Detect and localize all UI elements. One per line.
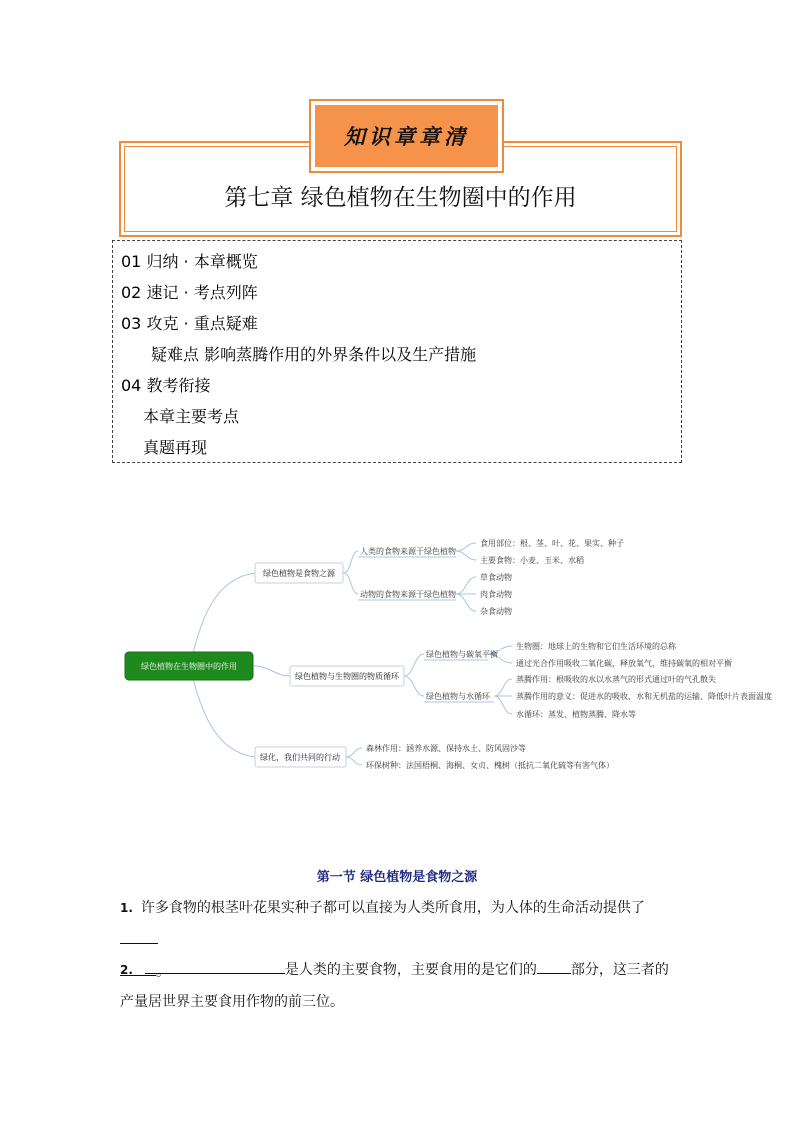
mind-map-leaf: 环保树种：法国梧桐、海桐、女贞、槐树（抵抗二氧化硫等有害气体） (366, 761, 614, 770)
mind-map-leaf: 食用部位：根、茎、叶、花、果实、种子 (480, 539, 624, 548)
toc-item[interactable]: 03 攻克 · 重点疑难 (121, 314, 258, 333)
mind-map-leaf: 杂食动物 (480, 607, 512, 616)
question-text: 。 (156, 964, 170, 980)
question-text: 许多食物的根茎叶花果实种子都可以直接为人类所食用，为人体的生命活动提供了 (140, 900, 645, 916)
mind-map-leaf: 森林作用：涵养水源、保持水土、防风固沙等 (366, 744, 526, 753)
mind-map-branch-label: 绿化，我们共同的行动 (260, 753, 340, 762)
toc-item[interactable]: 01 归纳 · 本章概览 (121, 252, 258, 271)
toc-subitem[interactable]: 本章主要考点 (143, 407, 240, 426)
toc-item[interactable]: 02 速记 · 考点列阵 (121, 283, 258, 302)
mind-map-leaf: 蒸腾作用：根吸收的水以水蒸气的形式通过叶的气孔散失 (516, 675, 716, 684)
section-badge-text: 知识章章清 (315, 105, 498, 167)
mind-map-branch-label: 绿色植物是食物之源 (263, 569, 335, 578)
toc-subitem[interactable]: 真题再现 (143, 438, 208, 457)
mind-map-leaf: 肉食动物 (480, 590, 512, 599)
section-title: 第一节 绿色植物是食物之源 (316, 870, 478, 885)
mind-map-leaf: 草食动物 (480, 573, 512, 582)
question-number: 1. (120, 901, 133, 915)
question-text: 部分，这三者的产量居世界主要食用作物的前三位。 (120, 962, 669, 1010)
mind-map-leaf: 蒸腾作用的意义：促进水的吸收、水和无机盐的运输、降低叶片表面温度 (516, 692, 772, 701)
mind-map-sub-label: 绿色植物与水循环 (426, 692, 490, 701)
section-badge (309, 99, 504, 173)
answer-blank[interactable] (145, 957, 285, 974)
mind-map-branch-label: 绿色植物与生物圈的物质循环 (295, 672, 399, 681)
question-2 (120, 954, 680, 1018)
question-text: 是人类的主要食物，主要食用的是它们的 (284, 962, 537, 978)
chapter-title: 第七章 绿色植物在生物圈中的作用 (224, 185, 577, 211)
toc-item[interactable]: 04 教考衔接 (121, 376, 211, 395)
mind-map-sub-label: 人类的食物来源于绿色植物 (360, 547, 456, 556)
mind-map-leaf: 水循环：蒸发、植物蒸腾、降水等 (516, 710, 636, 719)
answer-blank[interactable] (537, 957, 571, 974)
toc-subitem[interactable]: 疑难点 影响蒸腾作用的外界条件以及生产措施 (151, 345, 477, 364)
mind-map-leaf: 通过光合作用吸收二氧化碳，释放氧气，维持碳氧的相对平衡 (516, 659, 732, 668)
question-number: 2. (120, 963, 133, 977)
mind-map-root-label: 绿色植物在生物圈中的作用 (141, 662, 237, 671)
mind-map-sub-label: 动物的食物来源于绿色植物 (360, 590, 456, 599)
mind-map-leaf: 生物圈：地球上的生物和它们生活环境的总称 (516, 642, 676, 651)
mind-map-leaf: 主要食物：小麦、玉米、水稻 (480, 556, 584, 565)
answer-blank[interactable] (120, 927, 158, 944)
mind-map-sub-label: 绿色植物与碳氧平衡 (426, 650, 498, 659)
